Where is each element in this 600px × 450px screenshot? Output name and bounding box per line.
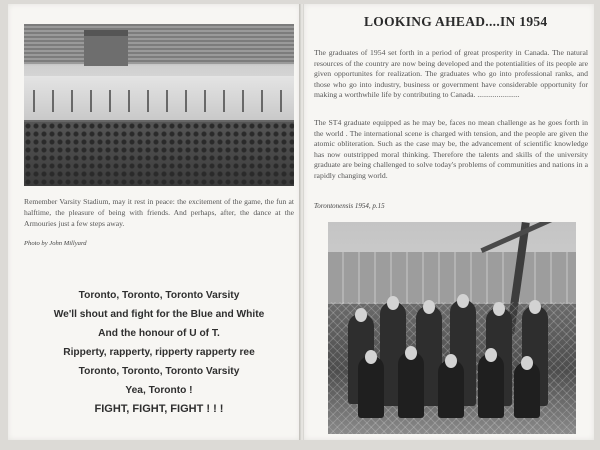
- song-line: We'll shout and fight for the Blue and White: [53, 309, 265, 320]
- varsity-song: [24, 286, 294, 419]
- person-figure: [358, 356, 384, 418]
- person-face: [457, 294, 469, 308]
- photo-credit: Photo by John Millyard: [24, 240, 87, 247]
- stadium-building: [84, 30, 128, 66]
- person-face: [521, 356, 533, 370]
- left-page: [8, 4, 300, 440]
- song-line: Yea, Toronto !: [125, 385, 193, 396]
- song-line: Toronto, Toronto, Toronto Varsity: [78, 366, 240, 377]
- right-page: [304, 4, 594, 440]
- marching-band: [24, 90, 294, 112]
- stadium-crowd: [24, 122, 294, 186]
- song-line: Ripperty, rapperty, ripperty rapperty ree: [63, 347, 255, 358]
- person-face: [445, 354, 457, 368]
- person-face: [405, 346, 417, 360]
- person-figure: [398, 352, 424, 418]
- person-figure: [478, 354, 504, 418]
- song-line: And the honour of U of T.: [98, 328, 220, 339]
- stadium-stands: [24, 24, 294, 64]
- photo-caption: Remember Varsity Stadium, may it rest in peace: the excitement of the game, the fun at halftime, the pleasure of being with friends. And perhaps, after, the dance at the Armouries just a few steps away.: [24, 197, 294, 228]
- person-face: [529, 300, 541, 314]
- person-face: [485, 348, 497, 362]
- person-face: [423, 300, 435, 314]
- person-face: [355, 308, 367, 322]
- song-line: FIGHT, FIGHT, FIGHT ! ! !: [94, 403, 224, 415]
- paragraph-prosperity: The graduates of 1954 set forth in a period of great prosperity in Canada. The natural resources of the country are now being developed and the potentialities of its people are given opportunites for realization. The graduates who go into professional ranks, and those who go into industry, business or government have considerable opportunity for making a worthwhile life by contributing to Canada. ......................: [314, 48, 588, 100]
- graduates-group-photo: [328, 222, 576, 434]
- person-figure: [438, 360, 464, 418]
- person-face: [365, 350, 377, 364]
- song-line: Toronto, Toronto, Toronto Varsity: [78, 290, 240, 301]
- paragraph-challenge: The ST4 graduate equipped as he may be, faces no mean challenge as he goes forth in the world . The international scene is charged with tension, and the people are given the atomic obliteration. Such as the case may be, the advancement of scientific knowledge has now outstripped moral thinking. Therefore the talents and skills of the university graduate are being challenged to solve today's problems of communities and nations in a rapidly changing world.: [314, 118, 588, 180]
- building-wall: [328, 252, 576, 304]
- page-title: LOOKING AHEAD....IN 1954: [364, 14, 548, 29]
- source-citation: Torontonensis 1954, p.15: [314, 202, 385, 210]
- varsity-stadium-photo: [24, 24, 294, 186]
- person-face: [387, 296, 399, 310]
- person-figure: [514, 362, 540, 418]
- person-face: [493, 302, 505, 316]
